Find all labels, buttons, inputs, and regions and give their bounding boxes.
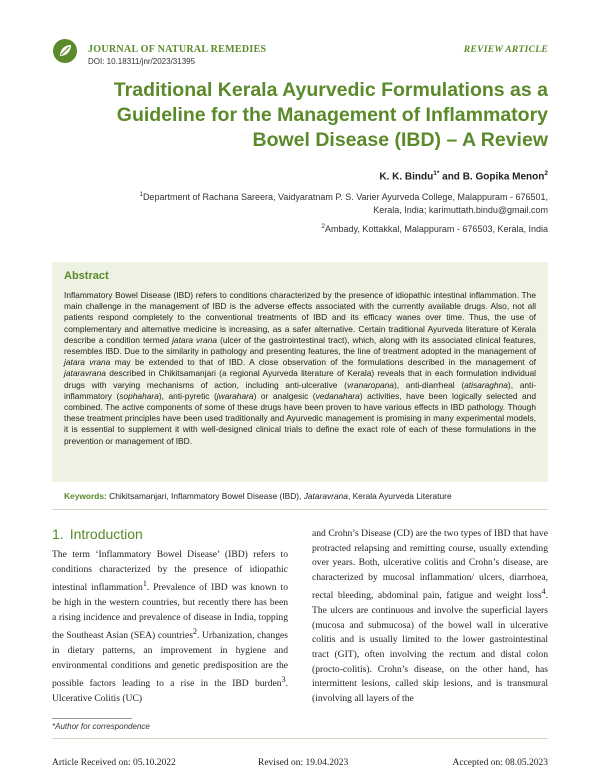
abstract-seg-7: ), anti-pyretic ( [158,390,217,401]
intro-left-seg-4: . Ulcerative Colitis (UC) [52,678,288,704]
section-title: Introduction [69,526,143,542]
keywords-label: Keywords: [64,491,107,501]
abstract-seg-9: ) activities, have been logically selected and combined. The active components of some of these drugs have been proven to have various effects in IBD pathology. Though these treatment principles have been used traditionally and Ayurvedic management is promising in many experimental models, it is essential to supplement it with well-designed clinical trials to define the exact role of each of these formulations in the prevention or management of IBD. [64,390,536,446]
section-heading-introduction [52,526,143,542]
abstract-seg-5: ), anti-diarrheal ( [393,379,465,390]
author-conj: and [439,171,463,183]
journal-logo-icon [52,38,78,64]
author-1-sup: 1* [433,170,440,177]
abstract-seg-1: Inflammatory Bowel Disease (IBD) refers to conditions characterized by the presence of idiopathic intestinal inflammation. The main challenge in the management of IBD is the adverse effects associated with the currently available drugs. Also, not all patients respond completely to the conventional treatments of IBD and its efficacy wanes over time. Thus, the use of complementary and alternative medicine is increasing, as a safer alternative. Certain traditional Ayurveda literature of Kerala describe a condition termed [64,290,536,345]
doi[interactable]: DOI: 10.18311/jnr/2023/31395 [88,57,196,66]
section-number: 1. [52,526,64,542]
intro-left-seg-1: The term ‘Inflammatory Bowel Disease’ (IBD) refers to conditions characterized by the presence of idiopathic intestinal inflammation [52,549,288,594]
author-2-sup: 2 [544,170,548,177]
intro-left-seg-2: . Prevalence of IBD was known to be high in the western countries, but recently there has been a rising incidence and prevalence of disease in India, topping the Southeast Asian (SEA) countries [52,582,288,642]
abstract-term-2: jatara vrana [64,357,111,368]
affiliation-2 [128,220,548,236]
keywords-term: Jataravrana [303,491,348,501]
article-type: REVIEW ARTICLE [463,45,548,55]
citation-1: 1 [142,579,147,589]
journal-name: JOURNAL OF NATURAL REMEDIES [88,44,267,55]
author-line [379,170,548,182]
footer-divider [52,738,548,739]
abstract-term-5: atisaraghna [464,379,508,390]
abstract-seg-2: (ulcer of the gastrointestinal tract), which, along with its associated clinical features, resembles IBD. Due to the similarity in pathology and presenting features, the line of treatment adopted in the management of [64,334,536,357]
abstract-term-4: vranaropana [346,379,394,390]
abstract-heading: Abstract [64,270,109,282]
keywords-seg-2: , Kerala Ayurveda Literature [347,491,452,501]
abstract-text [64,290,536,447]
abstract-seg-8: ) or analgesic ( [253,390,316,401]
abstract-term-1: jatara vrana [172,334,217,345]
citation-2: 2 [193,627,197,637]
citation-3: 3 [281,675,286,685]
author-2: B. Gopika Menon [462,171,545,183]
abstract-term-3: jataravrana [64,368,106,379]
date-accepted: Accepted on: 08.05.2023 [452,758,548,768]
affiliation-2-sup: 2 [321,223,326,230]
intro-right-column [312,527,548,706]
keywords-seg-1: Chikitsamanjari, Inflammatory Bowel Disease (IBD), [106,491,304,501]
correspondence-footnote: *Author for correspondence [52,722,150,731]
abstract-seg-6: ), anti-inflammatory ( [64,379,536,401]
intro-right-seg-1: and Crohn’s Disease (CD) are the two types of IBD that have protracted relapsing and remitting course, usually extending over years. Both, ulcerative colitis and Crohn’s disease, are characterized by mucosal inflammation/ ulcers, diarrhoea, rectal bleeding, abdominal pain, fatigue and weight loss [312,528,548,602]
abstract-box [52,262,548,482]
footnote-divider [52,718,132,719]
affiliation-1-sup: 1 [139,191,143,198]
date-revised: Revised on: 19.04.2023 [258,758,349,768]
abstract-term-6: sophahara [119,390,159,401]
intro-right-seg-2: . The ulcers are continuous and involve the superficial layers (mucosa and submucosa) of the bowel wall in ulcerative colitis and is usually limited to the lower gastrointestinal tract (GIT), often involving the rectum and distal colon (procto-colitis). Crohn’s disease, on the other hand, has intermittent lesions, called skip lesions, and is transmural (involving all layers of the [312,590,548,704]
author-1: K. K. Bindu [379,171,434,183]
intro-left-column [52,548,288,707]
intro-left-seg-3: . Urbanization, changes in dietary patterns, an improvement in hygiene and environmental conditions and genetic predisposition are the possible factors leading to a rise in the IBD burden [52,630,288,690]
abstract-term-8: vedanahara [315,390,360,401]
affiliation-1 [128,188,548,217]
affiliation-2-text: Ambady, Kottakkal, Malappuram - 676503, Kerala, India [325,224,548,234]
abstract-seg-3: may be extended to that of IBD. A close observation of the formulations described in the management of [110,357,536,368]
paper-title: Traditional Kerala Ayurvedic Formulations as a Guideline for the Management of Inflammatory Bowel Disease (IBD) – A Review [113,79,548,151]
keywords [64,491,548,501]
citation-4: 4 [541,587,546,597]
abstract-seg-4: described in Chikitsamanjari (a regional Ayurveda literature of Kerala) reveals that in each formulation individual drugs with varying mechanisms of action, including anti-ulcerative ( [64,368,536,390]
abstract-term-7: jwarahara [216,390,254,401]
affiliation-1-text: Department of Rachana Sareera, Vaidyaratnam P. S. Varier Ayurveda College, Malappuram - 676501, Kerala, India; karimuttath.bindu@gmail.com [142,192,548,215]
section-divider [52,509,548,510]
date-received: Article Received on: 05.10.2022 [52,758,176,768]
